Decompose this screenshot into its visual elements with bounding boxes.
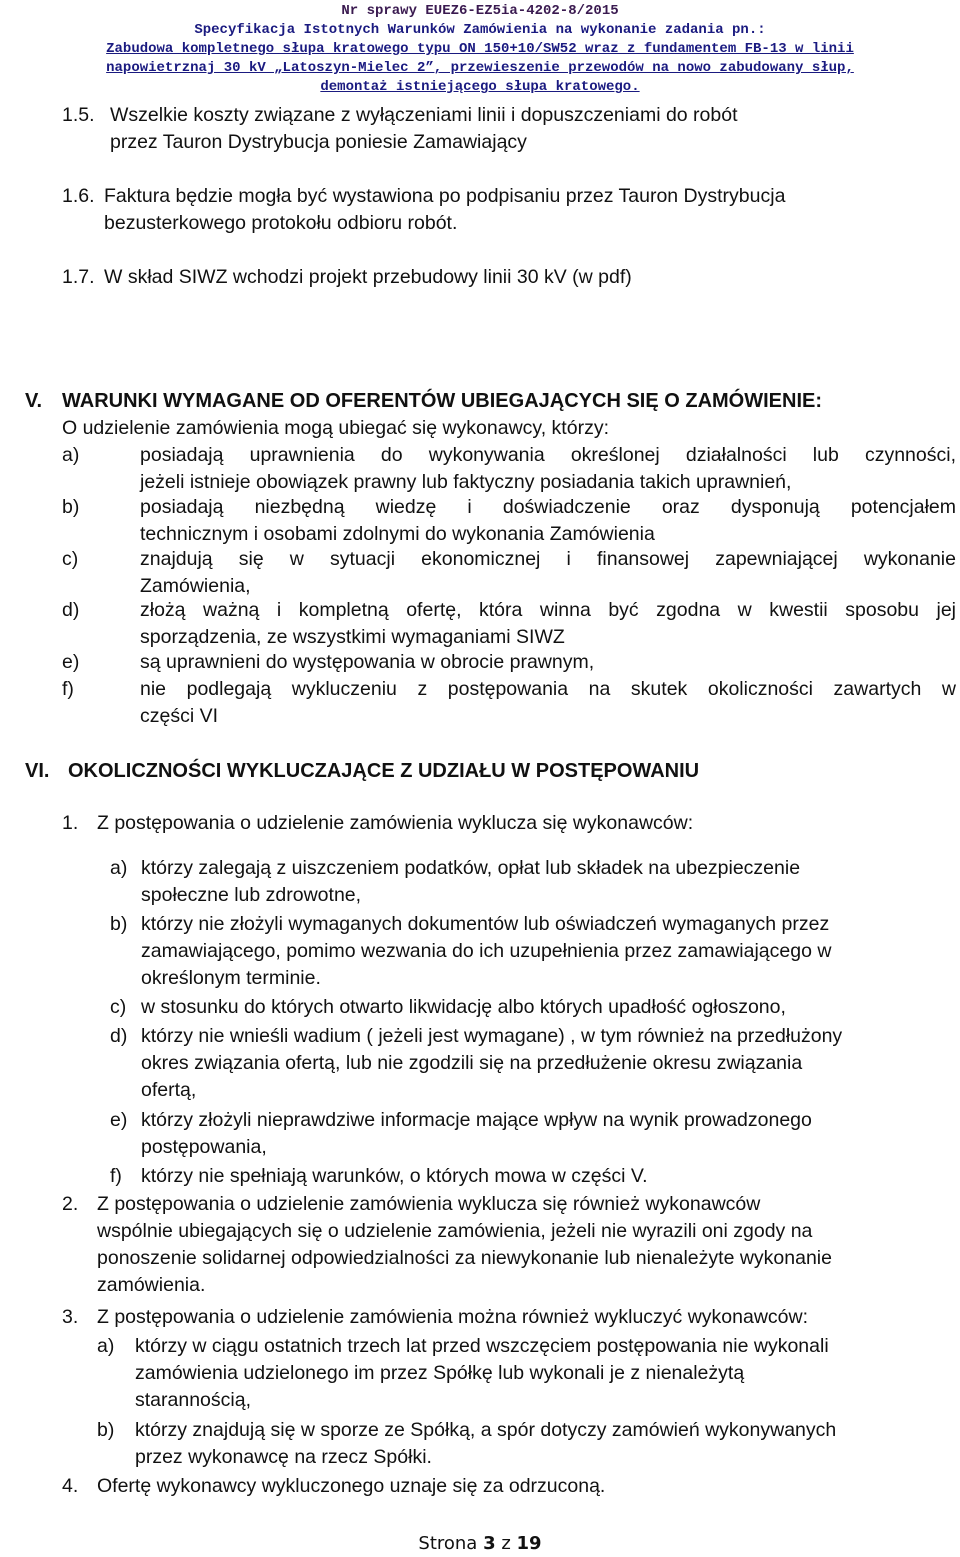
- list-label: c): [110, 996, 127, 1018]
- paragraph-number: 4.: [62, 1475, 79, 1497]
- text-line: którzy nie spełniają warunków, o których mowa w części V.: [141, 1165, 648, 1187]
- text-line: części VI: [140, 705, 219, 727]
- text-line: społeczne lub zdrowotne,: [141, 884, 362, 906]
- paragraph: [104, 264, 804, 291]
- section-v-intro: O udzielenie zamówienia mogą ubiegać się wykonawcy, którzy:: [62, 417, 609, 439]
- text-line: sporządzenia, ze wszystkimi wymaganiami SIWZ: [140, 626, 565, 648]
- page-footer: [0, 1532, 960, 1556]
- list-item: [140, 546, 956, 600]
- spec-title: Specyfikacja Istotnych Warunków Zamówienia na wykonanie zadania pn.:: [194, 22, 766, 38]
- paragraph-number: 2.: [62, 1193, 79, 1215]
- text-line: W skład SIWZ wchodzi projekt przebudowy linii 30 kV (w pdf): [104, 266, 632, 288]
- paragraph: [97, 1191, 957, 1299]
- text-line: Z postępowania o udzielenie zamówienia wyklucza się również wykonawców: [97, 1193, 761, 1215]
- text-line: którzy zalegają z uiszczeniem podatków, opłat lub składek na ubezpieczenie: [141, 857, 801, 879]
- text-line: bezusterkowego protokołu odbioru robót.: [104, 212, 458, 234]
- text-line: Wszelkie koszty związane z wyłączeniami linii i dopuszczeniami do robót: [110, 104, 738, 126]
- text-line: zamawiającego, pomimo wezwania do ich uzupełnienia przez zamawiającego w: [141, 940, 832, 962]
- list-label: a): [97, 1335, 115, 1357]
- list-item: [135, 1333, 950, 1414]
- text-line: którzy znajdują się w sporze ze Spółką, a spór dotyczy zamówień wykonywanych: [135, 1419, 837, 1441]
- text-line: są uprawnieni do występowania w obrocie prawnym,: [140, 651, 595, 673]
- list-label: d): [62, 599, 80, 621]
- section-vi-title: OKOLICZNOŚCI WYKLUCZAJĄCE Z UDZIAŁU W POSTĘPOWANIU: [68, 760, 700, 782]
- document-header: [0, 2, 960, 97]
- list-label: f): [110, 1165, 122, 1187]
- text-line: ponoszenie solidarnej odpowiedzialności za niewykonanie lub nienależyte wykonanie: [97, 1247, 832, 1269]
- task-title-line-1: Zabudowa kompletnego słupa kratowego typu ON 150+10/SW52 wraz z fundamentem FB-13 w linii: [106, 41, 854, 57]
- item-number: 1.7.: [62, 266, 95, 288]
- list-item: [140, 597, 956, 651]
- section-v-title: WARUNKI WYMAGANE OD OFERENTÓW UBIEGAJĄCYCH SIĘ O ZAMÓWIENIE:: [62, 390, 822, 412]
- text-line: przez wykonawcę na rzecz Spółki.: [135, 1446, 432, 1468]
- list-label: c): [62, 548, 79, 570]
- paragraph-number: 1.: [62, 812, 79, 834]
- text-line: którzy nie złożyli wymaganych dokumentów lub oświadczeń wymaganych przez: [141, 913, 830, 935]
- page-number: 3: [483, 1533, 496, 1554]
- paragraph: [110, 102, 850, 156]
- section-v-number: V.: [25, 390, 43, 412]
- list-label: b): [62, 496, 80, 518]
- section-vi-number: VI.: [25, 760, 50, 782]
- text-line: którzy złożyli nieprawdziwe informacje mające wpływ na wynik prowadzonego: [141, 1109, 812, 1131]
- page-prefix: Strona: [418, 1533, 478, 1554]
- paragraph: [104, 183, 904, 237]
- text-line: technicznym i osobami zdolnymi do wykonania Zamówienia: [140, 523, 655, 545]
- text-line: złożą ważną i kompletną ofertę, która winna być zgodna w kwestii sposobu jej: [140, 599, 956, 621]
- list-label: b): [97, 1419, 115, 1441]
- list-item: [140, 442, 956, 496]
- list-item: [140, 649, 956, 676]
- list-item: [135, 1417, 950, 1471]
- list-label: f): [62, 678, 74, 700]
- list-label: e): [110, 1109, 128, 1131]
- list-label: e): [62, 651, 80, 673]
- page-separator: z: [501, 1533, 511, 1554]
- paragraph-text: Z postępowania o udzielenie zamówienia można również wykluczyć wykonawców:: [97, 1306, 808, 1328]
- text-line: znajdują się w sytuacji ekonomicznej i finansowej zapewniającej wykonanie: [140, 548, 956, 570]
- text-line: Zamówienia,: [140, 575, 251, 597]
- text-line: posiadają uprawnienia do wykonywania określonej działalności lub czynności,: [140, 444, 956, 466]
- list-item: [141, 855, 931, 909]
- text-line: którzy nie wnieśli wadium ( jeżeli jest wymagane) , w tym również na przedłużony: [141, 1025, 843, 1047]
- item-number: 1.5.: [62, 104, 95, 126]
- list-label: d): [110, 1025, 128, 1047]
- task-title-line-2: napowietrznaj 30 kV „Latoszyn-Mielec 2”, przewieszenie przewodów na nowo zabudowany słup,: [106, 60, 854, 76]
- page-total: 19: [516, 1533, 542, 1554]
- text-line: posiadają niezbędną wiedzę i doświadczenie oraz dysponują potencjałem: [140, 496, 956, 518]
- paragraph-number: 3.: [62, 1306, 79, 1328]
- text-line: postępowania,: [141, 1136, 267, 1158]
- task-title-line-3: demontaż istniejącego słupa kratowego.: [320, 79, 640, 95]
- list-item: [141, 911, 951, 992]
- text-line: wspólnie ubiegających się o udzielenie zamówienia, jeżeli nie wyrazili oni zgody na: [97, 1220, 813, 1242]
- text-line: ofertą,: [141, 1079, 197, 1101]
- list-label: a): [110, 857, 128, 879]
- text-line: zamówienia.: [97, 1274, 206, 1296]
- paragraph-text: Ofertę wykonawcy wykluczonego uznaje się za odrzuconą.: [97, 1475, 606, 1497]
- text-line: okres związania ofertą, lub nie zgodzili się na przedłużenie okresu związania: [141, 1052, 803, 1074]
- text-line: starannością,: [135, 1389, 251, 1411]
- list-item: [140, 676, 956, 730]
- list-item: [141, 1023, 956, 1104]
- list-item: [141, 1163, 931, 1190]
- case-number: Nr sprawy EUEZ6-EZ5ia-4202-8/2015: [341, 3, 619, 19]
- list-item: [141, 1107, 931, 1161]
- text-line: określonym terminie.: [141, 967, 321, 989]
- text-line: jeżeli istnieje obowiązek prawny lub faktyczny posiadania takich uprawnień,: [140, 471, 792, 493]
- item-number: 1.6.: [62, 185, 95, 207]
- text-line: którzy w ciągu ostatnich trzech lat przed wszczęciem postępowania nie wykonali: [135, 1335, 829, 1357]
- paragraph-text: Z postępowania o udzielenie zamówienia wyklucza się wykonawców:: [97, 812, 694, 834]
- list-label: a): [62, 444, 80, 466]
- text-line: Faktura będzie mogła być wystawiona po podpisaniu przez Tauron Dystrybucja: [104, 185, 786, 207]
- text-line: przez Tauron Dystrybucja poniesie Zamawiający: [110, 131, 527, 153]
- list-item: [140, 494, 956, 548]
- text-line: nie podlegają wykluczeniu z postępowania na skutek okoliczności zawartych w: [140, 678, 956, 700]
- list-label: b): [110, 913, 128, 935]
- text-line: zamówienia udzielonego im przez Spółkę lub wykonali je z nienależytą: [135, 1362, 745, 1384]
- text-line: w stosunku do których otwarto likwidację albo których upadłość ogłoszono,: [141, 996, 786, 1018]
- list-item: [141, 994, 931, 1021]
